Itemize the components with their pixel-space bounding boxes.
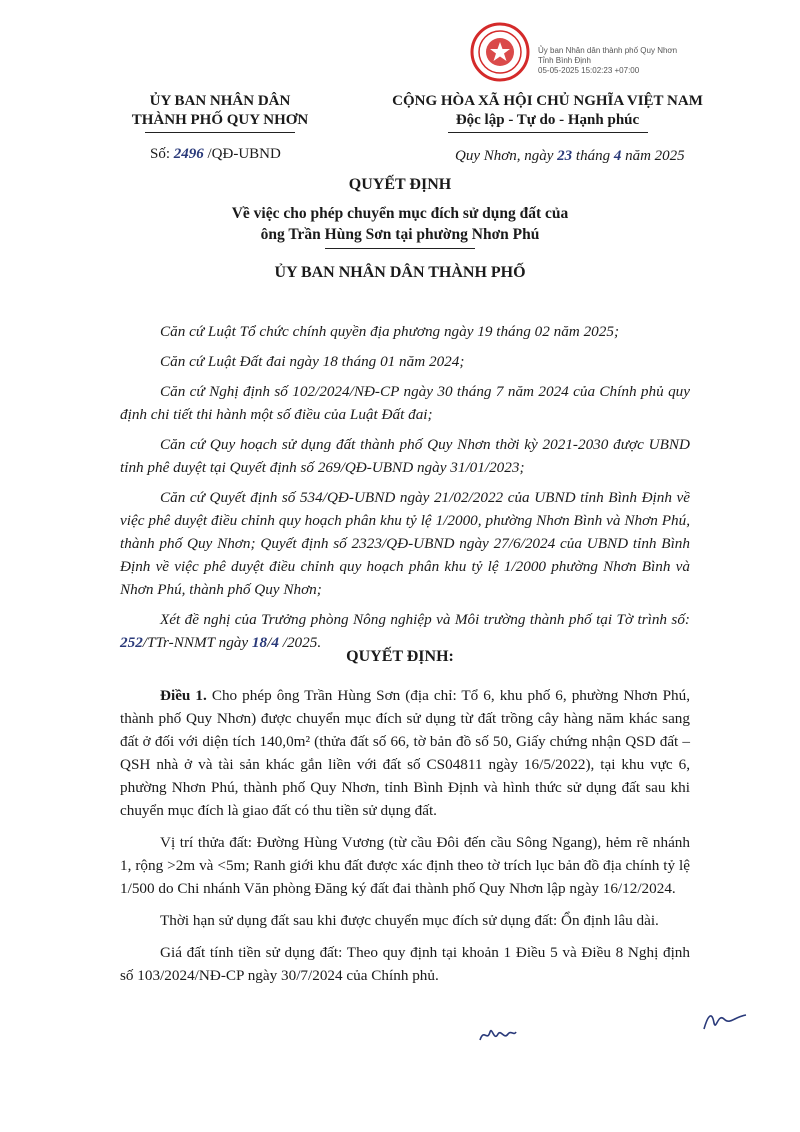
decision-heading: QUYẾT ĐỊNH: bbox=[346, 648, 454, 665]
number-prefix: Số: bbox=[150, 146, 171, 162]
handwritten-signature-icon bbox=[700, 1005, 750, 1035]
issuer-line1: ỦY BAN NHÂN DÂN bbox=[149, 93, 291, 109]
land-location: Vị trí thửa đất: Đường Hùng Vương (từ cầu Đôi đến cầu Sông Ngang), hẻm rẽ nhánh 1, rộng >2m và <5m; Ranh giới khu đất được xác định theo tờ trích lục bản đồ địa chính tỷ lệ 1/500 do Chi nhánh Văn phòng Đăng ký đất đai thành phố Quy Nhơn lập ngày 16/12/2024. bbox=[120, 834, 690, 897]
issuer-underline bbox=[145, 132, 295, 133]
article-1 bbox=[120, 684, 690, 987]
proposal-year: /2025. bbox=[282, 634, 322, 651]
legal-bases bbox=[120, 320, 690, 654]
proposal: Xét đề nghị của Trưởng phòng Nông nghiệp và Môi trường thành phố tại Tờ trình số: 252/TTr-NNMT ngày 18/4 /2025. bbox=[120, 611, 690, 651]
digital-signature-info bbox=[538, 46, 677, 76]
subject-line1: Về việc cho phép chuyển mục đích sử dụng đất của bbox=[231, 205, 569, 222]
legal-basis-2: Căn cứ Luật Đất đai ngày 18 tháng 01 năm 2024; bbox=[160, 353, 465, 370]
number-suffix: /QĐ-UBND bbox=[207, 146, 281, 162]
red-seal-icon bbox=[470, 22, 530, 82]
national-header bbox=[355, 92, 740, 133]
proposal-day: 18 bbox=[251, 634, 268, 651]
issuer-header bbox=[95, 92, 345, 133]
proposal-text: Xét đề nghị của Trưởng phòng Nông nghiệp và Môi trường thành phố tại Tờ trình số: bbox=[160, 611, 690, 628]
authority-heading: ỦY BAN NHÂN DÂN THÀNH PHỐ bbox=[274, 264, 526, 281]
article-1-text: Cho phép ông Trần Hùng Sơn (địa chỉ: Tổ 6, khu phố 6, phường Nhơn Phú, thành phố Quy Nhơn) được chuyển mục đích sử dụng từ đất trồng cây hàng năm khác sang đất ở đối với diện tích 140,0m² (thửa đất số 66, tờ bản đồ số 50, Giấy chứng nhận QSD đất – QSH nhà ở và tài sản khác gắn liền với đất số CS04811 ngày 16/5/2022), tại khu vực 6, phường Nhơn Phú, thành phố Quy Nhơn, tỉnh Bình Định và hình thức sử dụng đất sau khi chuyển mục đích là giao đất có thu tiền sử dụng đất. bbox=[120, 687, 691, 819]
land-price: Giá đất tính tiền sử dụng đất: Theo quy định tại khoản 1 Điều 5 và Điều 8 Nghị định số 103/2024/NĐ-CP ngày 30/7/2024 của Chính phủ. bbox=[120, 944, 690, 984]
date-year: năm 2025 bbox=[625, 148, 685, 164]
handwritten-initial-icon bbox=[478, 1022, 518, 1046]
proposal-month: 4 bbox=[271, 634, 279, 651]
issuer-line2: THÀNH PHỐ QUY NHƠN bbox=[131, 112, 309, 128]
proposal-middle: /TTr-NNMT ngày bbox=[142, 634, 249, 651]
date-month: 4 bbox=[613, 148, 622, 164]
date-prefix: Quy Nhơn, ngày bbox=[455, 148, 554, 164]
document-subject bbox=[0, 203, 800, 249]
country-name: CỘNG HÒA XÃ HỘI CHỦ NGHĨA VIỆT NAM bbox=[392, 93, 703, 109]
signature-timestamp: 05-05-2025 15:02:23 +07:00 bbox=[538, 66, 640, 75]
date-month-label: tháng bbox=[575, 148, 611, 164]
legal-basis-4: Căn cứ Quy hoạch sử dụng đất thành phố Quy Nhơn thời kỳ 2021-2030 được UBND tỉnh phê duyệt tại Quyết định số 269/QĐ-UBND ngày 31/01/2023; bbox=[120, 436, 690, 476]
number-handwritten: 2496 bbox=[173, 146, 204, 162]
document-type: QUYẾT ĐỊNH bbox=[348, 176, 452, 193]
legal-basis-3: Căn cứ Nghị định số 102/2024/NĐ-CP ngày 30 tháng 7 năm 2024 của Chính phủ quy định chi tiết thi hành một số điều của Luật Đất đai; bbox=[120, 383, 690, 423]
document-date bbox=[455, 148, 685, 165]
motto-underline bbox=[448, 132, 648, 133]
subject-underline bbox=[325, 248, 475, 249]
legal-basis-5: Căn cứ Quyết định số 534/QĐ-UBND ngày 21/02/2022 của UBND tỉnh Bình Định về việc phê duyệt điều chỉnh quy hoạch phân khu tỷ lệ 1/2000, phường Nhơn Bình và Nhơn Phú, thành phố Quy Nhơn; Quyết định số 2323/QĐ-UBND ngày 27/6/2024 của UBND tỉnh Bình Định về việc phê duyệt điều chỉnh quy hoạch phân khu tỷ lệ 1/2000 phường Nhơn Bình và Nhơn Phú, thành phố Quy Nhơn; bbox=[120, 489, 690, 598]
signature-signer: Ủy ban Nhân dân thành phố Quy Nhơn bbox=[538, 46, 678, 55]
proposal-number: 252 bbox=[120, 634, 143, 651]
signature-province: Tỉnh Bình Định bbox=[538, 56, 591, 65]
date-day: 23 bbox=[557, 148, 573, 164]
document-number bbox=[150, 146, 281, 163]
article-1-label: Điều 1. bbox=[160, 687, 207, 704]
article-1-body bbox=[120, 684, 690, 822]
land-use-term: Thời hạn sử dụng đất sau khi được chuyển mục đích sử dụng đất: Ổn định lâu dài. bbox=[160, 912, 659, 929]
legal-basis-1: Căn cứ Luật Tổ chức chính quyền địa phương ngày 19 tháng 02 năm 2025; bbox=[160, 323, 620, 340]
subject-line2: ông Trần Hùng Sơn tại phường Nhơn Phú bbox=[260, 226, 540, 243]
national-motto: Độc lập - Tự do - Hạnh phúc bbox=[455, 112, 640, 128]
